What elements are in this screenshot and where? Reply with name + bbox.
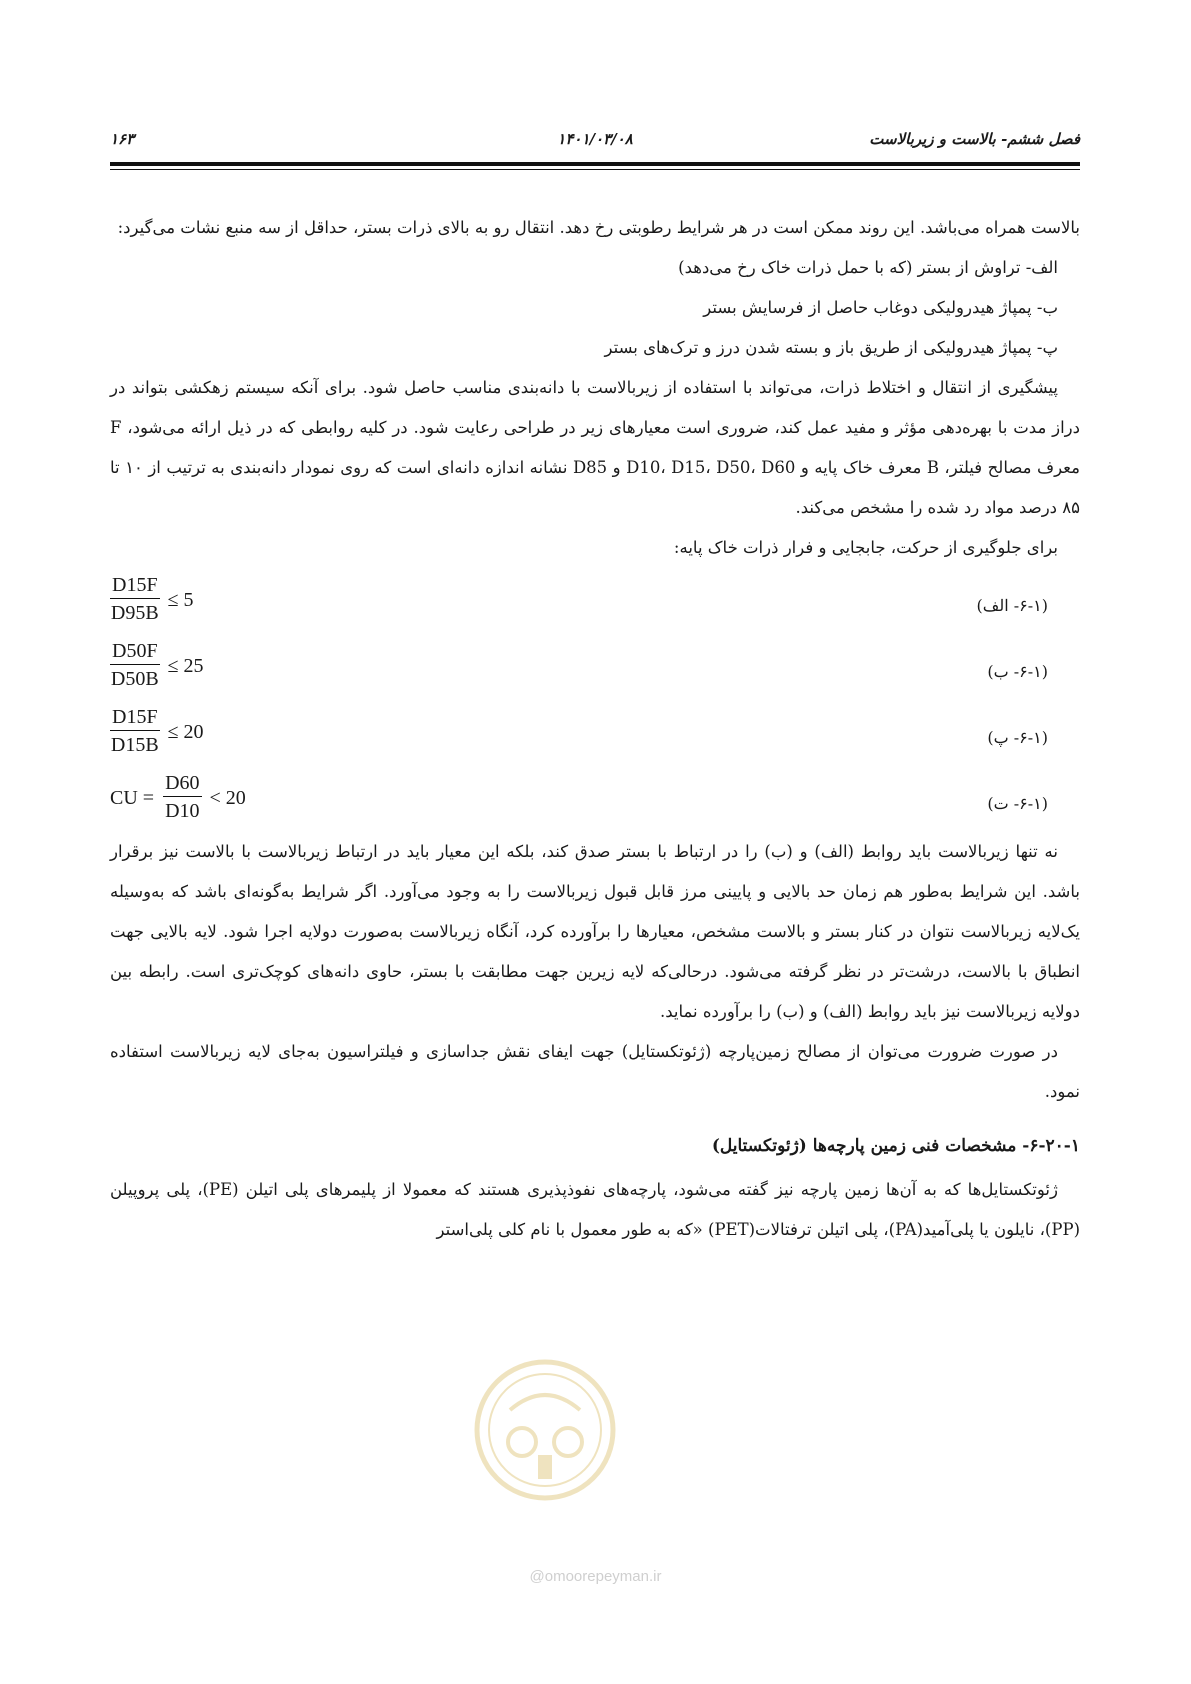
equation-4-math [110,770,246,825]
equation-3-relation: ≤ 20 [167,720,204,743]
equation-4-number: (۶-۱- ت) [987,794,1048,813]
equation-4-relation: < 20 [209,786,246,809]
equation-3-numerator: D15F [110,704,160,731]
equation-3 [110,700,1080,766]
equation-4-numerator: D60 [163,770,201,797]
list-item-pe: پ- پمپاژ هیدرولیکی از طریق باز و بسته شدن درز و ترک‌های بستر [604,338,1058,357]
equation-3-denominator: D15B [110,734,159,756]
equation-3-fraction [110,704,160,759]
equation-2-numerator: D50F [110,638,160,665]
paragraph-3: برای جلوگیری از حرکت، جابجایی و فرار ذرات خاک پایه: [673,538,1058,557]
equation-1-denominator: D95B [110,602,159,624]
chapter-title: فصل ششم- بالاست و زیربالاست [869,130,1080,148]
paragraph-6: ژئوتکستایل‌ها که به آن‌ها زمین پارچه نیز گفته می‌شود، پارچه‌های نفوذپذیری هستند که معمولا از پلیمرهای پلی اتیلن (PE)، پلی پروپیلن (PP)، نایلون یا پلی‌آمید(PA)، پلی اتیلن ترفتالات(PET) «که به طور معمول با نام کلی پلی‌استر [110,1180,1080,1239]
equation-1-numerator: D15F [110,572,160,599]
list-item-be: ب- پمپاژ هیدرولیکی دوغاب حاصل از فرسایش بستر [703,298,1058,317]
equation-4-prefix: CU = [110,786,155,809]
equation-3-number: (۶-۱- پ) [987,728,1048,747]
header-rule-thin [110,169,1080,170]
watermark-text: @omoorepeyman.ir [529,1568,662,1585]
page-number: ۱۶۳ [110,130,135,148]
header-date: ۱۴۰۱/۰۳/۰۸ [557,130,633,148]
equation-1-fraction [110,572,160,627]
equation-2-fraction [110,638,160,693]
equation-2-math [110,638,204,693]
equation-2-number: (۶-۱- ب) [987,662,1048,681]
header-rule-thick [110,162,1080,166]
equation-3-math [110,704,204,759]
equation-2-denominator: D50B [110,668,159,690]
page-header [110,128,1080,160]
equation-4-denominator: D10 [165,800,200,822]
section-heading: ۶-۲۰-۱- مشخصات فنی زمین پارچه‌ها (ژئوتکستایل) [711,1136,1080,1156]
watermark-logo-icon [470,1350,620,1510]
paragraph-2: پیشگیری از انتقال و اختلاط ذرات، می‌تواند با استفاده از زیربالاست با دانه‌بندی مناسب حاصل شود. برای آنکه سیستم زهکشی بتواند در دراز مدت با بهره‌دهی مؤثر و مفید عمل کند، ضروری است معیارهای زیر در طراحی رعایت شود. در کلیه روابطی که در ذیل ارائه می‌شود، F معرف مصالح فیلتر، B معرف خاک پایه و D10، D15، D50، D60 و D85 نشانه اندازه دانه‌ای است که روی نمودار دانه‌بندی به ترتیب از ۱۰ تا ۸۵ درصد مواد رد شده را مشخص می‌کند. [110,378,1080,517]
equation-2 [110,634,1080,700]
paragraph-5: در صورت ضرورت می‌توان از مصالح زمین‌پارچه (ژئوتکستایل) جهت ایفای نقش جداسازی و فیلتراسیون به‌جای لایه زیربالاست استفاده نمود. [110,1042,1080,1101]
equation-4-fraction [163,770,201,825]
equation-1-relation: ≤ 5 [167,588,194,611]
paragraph-4: نه تنها زیربالاست باید روابط (الف) و (ب) را در ارتباط با بستر صدق کند، بلکه این معیار باید در ارتباط زیربالاست با بالاست نیز برقرار باشد. این شرایط به‌طور هم زمان حد بالایی و پایینی مرز قابل قبول زیربالاست را به وجود می‌آورد. اگر شرایط به‌گونه‌ای باشد که به‌وسیله یک‌لایه زیربالاست نتوان در کنار بستر و بالاست مشخص، معیارها را برآورده کرد، آنگاه زیربالاست به‌صورت دولایه اجرا شود. لایه بالایی جهت انطباق با بالاست، درشت‌تر در نظر گرفته می‌شود. درحالی‌که لایه زیرین جهت مطابقت با بستر، حاوی دانه‌های کوچک‌تری است. رابطه بین دولایه زیربالاست نیز باید روابط (الف) و (ب) را برآورده نماید. [110,842,1080,1021]
equation-4 [110,766,1080,832]
list-item-alef: الف- تراوش از بستر (که با حمل ذرات خاک رخ می‌دهد) [678,258,1058,277]
paragraph-1: بالاست همراه می‌باشد. این روند ممکن است در هر شرایط رطوبتی رخ دهد. انتقال رو به بالای ذرات بستر، حداقل از سه منبع نشات می‌گیرد: [117,218,1080,237]
equation-1 [110,568,1080,634]
page-body [110,208,1080,1250]
equation-1-number: (۶-۱- الف) [976,596,1048,615]
equation-2-relation: ≤ 25 [167,654,204,677]
equation-1-math [110,572,194,627]
